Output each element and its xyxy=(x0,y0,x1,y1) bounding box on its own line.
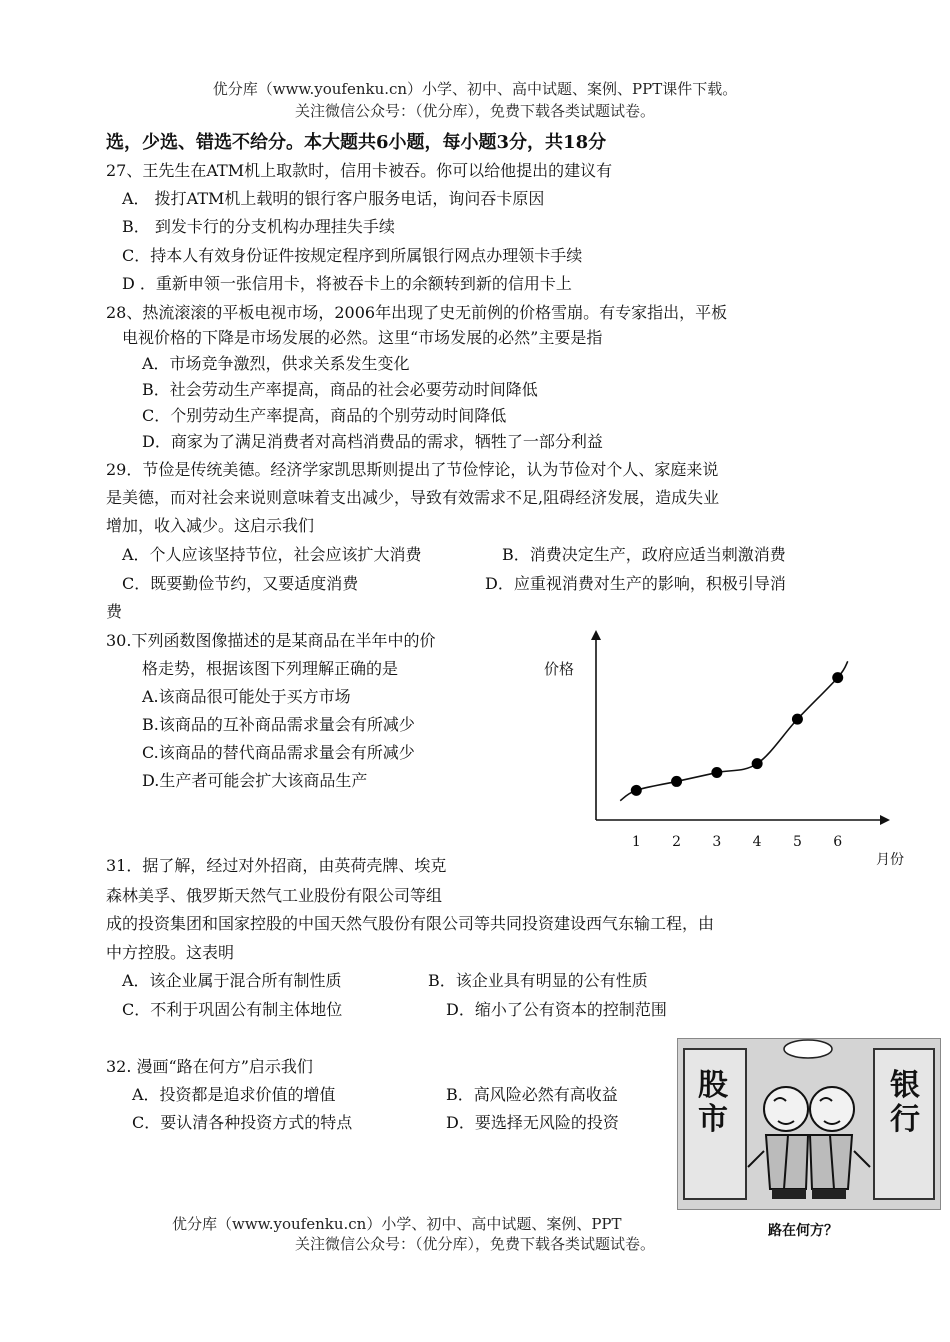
x-tick-label: 6 xyxy=(833,834,843,850)
series-line xyxy=(620,661,848,800)
page-footer-line2: 关注微信公众号：（优分库），免费下载各类试题试卷。 xyxy=(294,1235,655,1253)
question-32-stem: 32. 漫画“路在何方”启示我们 xyxy=(106,1057,313,1076)
question-32-option-a: A．投资都是追求价值的增值 xyxy=(132,1085,336,1104)
cartoon-illustration xyxy=(677,1038,941,1210)
question-30-option-c: C.该商品的替代商品需求量会有所减少 xyxy=(142,743,415,762)
question-30-option-a: A.该商品很可能处于买方市场 xyxy=(142,687,351,706)
data-point xyxy=(752,758,763,769)
question-30-option-b: B.该商品的互补商品需求量会有所减少 xyxy=(142,715,415,734)
question-30-stem-line2: 格走势，根据该图下列理解正确的是 xyxy=(142,659,399,678)
x-tick-label: 5 xyxy=(792,834,802,850)
question-27-option-c: C．持本人有效身份证件按规定程序到所属银行网点办理领卡手续 xyxy=(122,246,583,265)
question-28-stem-line2: 电视价格的下降是市场发展的必然。这里“市场发展的必然”主要是指 xyxy=(122,328,603,347)
question-29-option-a: A．个人应该坚持节位，社会应该扩大消费 xyxy=(122,545,422,564)
cartoon-sign-bank: 银行 xyxy=(890,1068,920,1137)
question-29-option-d-continued: 费 xyxy=(106,602,123,621)
question-30-option-d: D.生产者可能会扩大该商品生产 xyxy=(142,771,368,790)
question-31-option-d: D．缩小了公有资本的控制范围 xyxy=(446,1000,667,1019)
section-instruction: 选，少选、错选不给分。本大题共6小题，每小题3分，共18分 xyxy=(106,132,607,153)
y-axis-arrow-icon xyxy=(591,630,601,640)
question-32-option-c: C．要认清各种投资方式的特点 xyxy=(132,1113,353,1132)
question-30-stem-line1: 30.下列函数图像描述的是某商品在半年中的价 xyxy=(106,631,436,650)
question-28-stem-line1: 28、热流滚滚的平板电视市场，2006年出现了史无前例的价格雪崩。有专家指出，平板 xyxy=(106,303,728,322)
x-axis-arrow-icon xyxy=(880,815,890,825)
question-28-option-c: C．个别劳动生产率提高，商品的个别劳动时间降低 xyxy=(142,406,507,425)
x-tick-label: 2 xyxy=(672,834,682,850)
y-axis-label: 价格 xyxy=(544,660,575,678)
x-tick-label: 4 xyxy=(752,834,762,850)
question-28-option-a: A．市场竞争激烈，供求关系发生变化 xyxy=(142,354,410,373)
data-point xyxy=(631,785,642,796)
question-32-option-d: D．要选择无风险的投资 xyxy=(446,1113,619,1132)
page-footer-line1: 优分库（www.youfenku.cn）小学、初中、高中试题、案例、PPT xyxy=(172,1215,622,1233)
price-trend-chart xyxy=(540,628,920,868)
question-29-stem-line1: 29．节俭是传统美德。经济学家凯思斯则提出了节俭悖论，认为节俭对个人、家庭来说 xyxy=(106,460,719,479)
question-31-option-a: A．该企业属于混合所有制性质 xyxy=(122,971,342,990)
question-31-stem-line4: 中方控股。这表明 xyxy=(106,943,235,962)
page-header-line1: 优分库（www.youfenku.cn）小学、初中、高中试题、案例、PPT课件下载。 xyxy=(212,80,738,98)
question-27-option-d: D ．重新申领一张信用卡，将被吞卡上的余额转到新的信用卡上 xyxy=(122,274,572,293)
x-tick-label: 1 xyxy=(631,834,641,850)
x-axis-label: 月份 xyxy=(876,852,904,868)
data-point xyxy=(832,672,843,683)
question-31-option-c: C．不利于巩固公有制主体地位 xyxy=(122,1000,343,1019)
question-31-stem-line3: 成的投资集团和国家控股的中国天然气股份有限公司等共同投资建设西气东输工程，由 xyxy=(106,914,715,933)
question-31-stem-line2: 森林美孚、俄罗斯天然气工业股份有限公司等组 xyxy=(106,886,443,905)
data-point xyxy=(792,714,803,725)
question-29-option-d: D．应重视消费对生产的影响，积极引导消 xyxy=(485,574,786,593)
data-point xyxy=(711,767,722,778)
question-29-option-c: C．既要勤俭节约，又要适度消费 xyxy=(122,574,359,593)
cartoon-sign-stock-market: 股市 xyxy=(698,1068,728,1137)
page-header-line2: 关注微信公众号：（优分库），免费下载各类试题试卷。 xyxy=(294,102,655,120)
question-28-option-d: D．商家为了满足消费者对高档消费品的需求，牺牲了一部分利益 xyxy=(142,432,603,451)
question-27-stem: 27、王先生在ATM机上取款时，信用卡被吞。你可以给他提出的建议有 xyxy=(106,161,613,180)
question-32-option-b: B．高风险必然有高收益 xyxy=(446,1085,618,1104)
question-29-option-b: B．消费决定生产，政府应适当刺激消费 xyxy=(502,545,786,564)
question-31-stem-line1: 31．据了解，经过对外招商，由英荷壳牌、埃克 xyxy=(106,856,447,875)
question-27-option-a: A． 拨打ATM机上载明的银行客户服务电话，询问吞卡原因 xyxy=(122,189,545,208)
data-point xyxy=(671,776,682,787)
x-tick-label: 3 xyxy=(712,834,722,850)
question-31-option-b: B．该企业具有明显的公有性质 xyxy=(428,971,648,990)
question-28-option-b: B．社会劳动生产率提高，商品的社会必要劳动时间降低 xyxy=(142,380,538,399)
question-29-stem-line2: 是美德，而对社会来说则意味着支出减少，导致有效需求不足,阻碍经济发展，造成失业 xyxy=(106,488,720,507)
question-29-stem-line3: 增加，收入减少。这启示我们 xyxy=(106,516,315,535)
cartoon-caption: 路在何方？ xyxy=(768,1223,838,1239)
question-27-option-b: B． 到发卡行的分支机构办理挂失手续 xyxy=(122,217,395,236)
